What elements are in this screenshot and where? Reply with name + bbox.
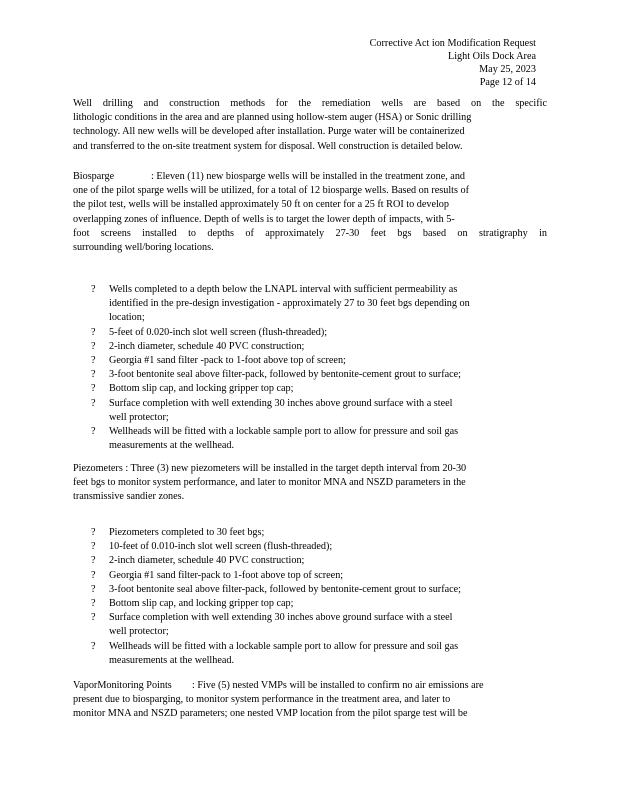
- bullet-icon: ?: [91, 397, 96, 409]
- bullet-icon: ?: [91, 583, 96, 595]
- list-item: ? Georgia #1 sand filter-pack to 1-foot above top of screen;: [91, 569, 531, 583]
- header-title: Corrective Act ion Modification Request: [369, 38, 536, 49]
- list-item: ? 10-feet of 0.010-inch slot well screen (flush-threaded);: [91, 540, 531, 554]
- list-item: ? 3-foot bentonite seal above filter-pack, followed by bentonite-cement grout to surface;: [91, 368, 531, 382]
- biosparge-label: Biosparge: [73, 171, 115, 182]
- vmp-paragraph: [73, 679, 547, 722]
- piezometers-line: feet bgs to monitor system performance, and later to monitor MNA and NSZD parameters in the: [73, 477, 466, 489]
- biosparge-line: : Eleven (11) new biosparge wells will be installed in the treatment zone, and: [151, 171, 466, 182]
- biosparge-paragraph: [73, 170, 547, 255]
- bullet-icon: ?: [91, 598, 96, 610]
- list-item: ? Bottom slip cap, and locking gripper top cap;: [91, 382, 531, 396]
- bullet-icon: ?: [91, 612, 96, 624]
- list-item: ? Piezometers completed to 30 feet bgs;: [91, 526, 531, 540]
- list-item: ? Wells completed to a depth below the LNAPL interval with sufficient permeability as identified in the pre-design investigation - approximately 27 to 30 feet bgs depending on location;: [91, 284, 470, 324]
- bullet-icon: ?: [91, 426, 96, 438]
- biosparge-bullet-list: [91, 283, 531, 453]
- list-item: ? 2-inch diameter, schedule 40 PVC construction;: [91, 340, 531, 354]
- intro-line: Well drilling and construction methods for the remediation wells are based on the specific: [73, 98, 547, 109]
- bullet-icon: ?: [91, 527, 96, 538]
- bullet-icon: ?: [91, 284, 96, 295]
- list-item: ? Surface completion with well extending 30 inches above ground surface with a steel well protector;: [91, 397, 453, 423]
- header-page-number: Page 12 of 14: [479, 77, 536, 88]
- biosparge-line: surrounding well/boring locations.: [73, 242, 214, 254]
- intro-paragraph: [73, 97, 547, 154]
- list-item: ? Wellheads will be fitted with a lockable sample port to allow for pressure and soil gas measurements at the wellhead.: [91, 640, 459, 666]
- piezometers-first-line: [73, 462, 547, 476]
- bullet-icon: ?: [91, 640, 96, 652]
- list-item: ? Surface completion with well extending 30 inches above ground surface with a steel well protector;: [91, 612, 453, 638]
- piezometers-line: transmissive sandier zones.: [73, 491, 185, 503]
- vmp-line: present due to biosparging, to monitor system performance in the treatment area, and later to: [73, 694, 451, 706]
- biosparge-line: overlapping zones of influence. Depth of wells is to target the lower depth of impacts, with 5-: [73, 213, 455, 225]
- piezometers-paragraph: [73, 462, 547, 505]
- vmp-line: monitor MNA and NSZD parameters; one nested VMP location from the pilot sparge test will be: [73, 708, 468, 720]
- vmp-first-line: [73, 679, 547, 693]
- biosparge-line: foot screens installed to depths of approximately 27-30 feet bgs based on stratigraphy in: [73, 227, 547, 239]
- header-area: Light Oils Dock Area: [448, 51, 536, 62]
- intro-line: technology. All new wells will be developed after installation. Purge water will be containerized: [73, 126, 465, 138]
- bullet-icon: ?: [91, 383, 96, 395]
- page-header: [370, 37, 536, 89]
- list-item: ? Bottom slip cap, and locking gripper top cap;: [91, 597, 531, 611]
- piezometers-label: Piezometers: [73, 463, 123, 474]
- intro-line: and transferred to the on-site treatment system for disposal. Well construction is detailed below.: [73, 140, 463, 152]
- bullet-icon: ?: [91, 569, 96, 581]
- piezometers-bullet-list: [91, 526, 531, 668]
- header-date: May 25, 2023: [479, 64, 536, 75]
- bullet-icon: ?: [91, 555, 96, 567]
- piezometers-line: : Three (3) new piezometers will be installed in the target depth interval from 20-30: [122, 463, 467, 474]
- biosparge-line: the pilot test, wells will be installed approximately 50 ft on center for a 25 ft ROI to develop: [73, 199, 449, 211]
- list-item: ? Georgia #1 sand filter -pack to 1-foot above top of screen;: [91, 354, 531, 368]
- intro-line: lithologic conditions in the area and are planned using hollow-stem auger (HSA) or Sonic drilling: [73, 112, 472, 124]
- vmp-label: VaporMonitoring Points: [73, 680, 172, 691]
- bullet-icon: ?: [91, 541, 96, 553]
- list-item: ? Wellheads will be fitted with a lockable sample port to allow for pressure and soil gas measurements at the wellhead.: [91, 426, 459, 452]
- bullet-icon: ?: [91, 326, 96, 338]
- bullet-icon: ?: [91, 340, 96, 352]
- biosparge-line: one of the pilot sparge wells will be utilized, for a total of 12 biosparge wells. Based on results of: [73, 185, 470, 197]
- bullet-icon: ?: [91, 355, 96, 367]
- bullet-icon: ?: [91, 369, 96, 381]
- list-item: ? 3-foot bentonite seal above filter-pack, followed by bentonite-cement grout to surface;: [91, 583, 531, 597]
- list-item: ? 5-feet of 0.020-inch slot well screen (flush-threaded);: [91, 326, 531, 340]
- biosparge-first-line: [73, 170, 547, 184]
- list-item: ? 2-inch diameter, schedule 40 PVC construction;: [91, 554, 531, 568]
- vmp-line: : Five (5) nested VMPs will be installed to confirm no air emissions are: [192, 680, 484, 691]
